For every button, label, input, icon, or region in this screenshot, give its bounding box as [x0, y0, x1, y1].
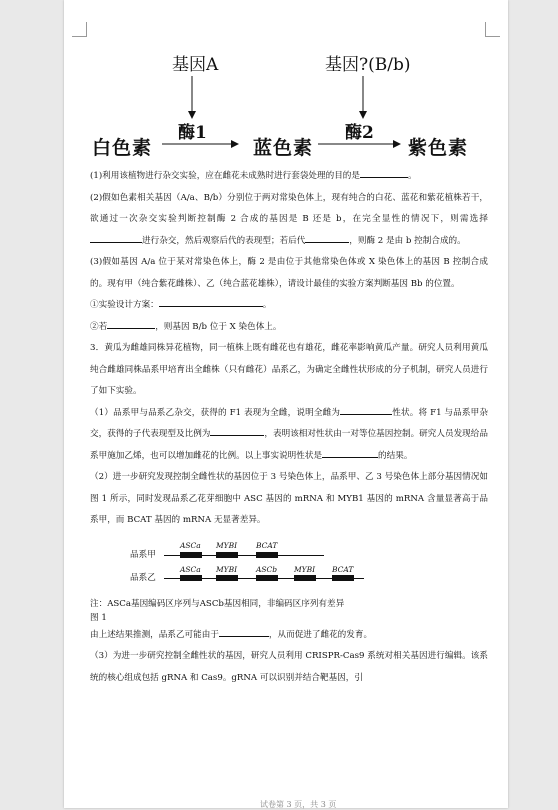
question-3-item-1	[90, 295, 488, 317]
figure-note: 注：ASCa基因编码区序列与ASCb基因相同，非编码区序列有差异	[90, 598, 345, 609]
row-label-strain-a: 品系甲	[130, 549, 156, 560]
gene-label-b3: ASCb	[256, 564, 278, 574]
q3-item1-label: ①实验设计方案：	[90, 300, 159, 310]
pigment-white-label: 白色素	[92, 137, 153, 159]
problem-3-part-2: （2）进一步研究发现控制全雌性状的基因位于 3 号染色体上，品系甲、乙 3 号染色体上部分基因情况如图 1 所示，同时发现品系乙花芽细胞中 ASC 基因的 mRNA 和 MYB1 基因的 mRNA 含量显著高于品系甲，而 BCAT 基因的 mRNA 无显著差异。	[90, 472, 488, 525]
question-2	[90, 188, 488, 253]
enzyme-2-label: 酶2	[345, 123, 374, 143]
answer-blank[interactable]	[340, 404, 392, 415]
q3-item2-text: ，则基因 B/b 位于 X 染色体上。	[155, 321, 282, 332]
question-3: (3)假如基因 A/a 位于某对常染色体上，酶 2 是由位于其他常染色体或 X 染色体上的基因 B 控制合成的。现有甲（纯合紫花雌株）、乙（纯合蓝花雄株），请设计最佳的实验方案判断基因 Bb 的位置。	[90, 257, 488, 289]
answer-blank[interactable]	[159, 296, 263, 307]
gene-label-a1: ASCa	[180, 540, 201, 550]
gene-box-a1	[180, 552, 202, 558]
pigment-purple-label: 紫色素	[408, 137, 469, 159]
gene-box-b2	[216, 575, 238, 581]
page-footer: 试卷第 3 页，共 3 页	[260, 800, 337, 809]
gene-box-a3	[256, 552, 278, 558]
q1-text: (1)利用该植物进行杂交实验，应在雌花未成熟时进行套袋处理的目的是	[90, 171, 360, 181]
q1-end: 。	[408, 171, 417, 181]
question-1	[90, 166, 488, 188]
answer-blank[interactable]	[107, 318, 155, 329]
q2-text-end: ，则酶 2 是由 b 控制合成的。	[349, 235, 466, 246]
q2-text-mid: 进行杂交，然后观察后代的表现型；若后代	[142, 235, 306, 246]
p3-s3-text: 由上述结果推测，品系乙可能由于	[90, 629, 219, 640]
gene-figure-1	[90, 535, 488, 597]
enzyme-1-label: 酶1	[178, 123, 207, 143]
answer-blank[interactable]	[360, 167, 408, 178]
gene-b-label: 基因?(B/b)	[325, 55, 411, 75]
question-body	[90, 166, 488, 689]
gene-box-b3	[256, 575, 278, 581]
gene-label-b5: BCAT	[332, 564, 354, 574]
gene-label-b1: ASCa	[180, 564, 201, 574]
answer-blank[interactable]	[322, 447, 378, 458]
gene-box-a2	[216, 552, 238, 558]
p3-s1-text-3: ，表明该相对性状由一对等位基因控制。研究人员发现给品系甲施加乙烯，也可以增加雌花的比例。以上事实说明性状是	[90, 429, 488, 461]
problem-3-part-1	[90, 403, 488, 468]
problem-3-intro: 3．黄瓜为雌雄同株异花植物，同一植株上既有雌花也有雄花，雌花率影响黄瓜产量。研究人员利用黄瓜纯合雌雄同株品系甲培育出全雌株（只有雌花）品系乙，为确定全雌性状形成的分子机制，研究人员进行了如下实验。	[90, 343, 488, 396]
gene-box-b4	[294, 575, 316, 581]
p3-s3-text-end: ，从而促进了雌花的发育。	[268, 629, 373, 640]
answer-blank[interactable]	[219, 626, 269, 637]
q3-item2-label: ②若	[90, 321, 108, 332]
gene-a-label: 基因A	[172, 55, 219, 75]
gene-box-b5	[332, 575, 354, 581]
answer-blank[interactable]	[90, 232, 142, 243]
pigment-pathway-diagram	[0, 0, 558, 170]
gene-label-b2: MYBI	[216, 564, 238, 574]
p3-s1-text-2: 性状。将 F1 与品系甲杂交，获得的子代表现型及比例为	[90, 407, 488, 439]
question-3-item-2	[90, 317, 488, 339]
p3-s1-text: （1）品系甲与品系乙杂交，获得的 F1 表现为全雌，说明全雌为	[90, 407, 341, 418]
q3-item1-end: 。	[262, 300, 272, 310]
answer-blank[interactable]	[305, 232, 349, 243]
q2-text: (2)假如色素相关基因（A/a、B/b）分别位于两对常染色体上，现有纯合的白花、蓝花和紫花植株若干，欲通过一次杂交实验判断控制酶 2 合成的基因是 B 还是 b，在完全显性的情况下，则需选择	[90, 192, 488, 224]
gene-label-a3: BCAT	[256, 540, 278, 550]
problem-3-part-3: （3）为进一步研究控制全雌性状的基因，研究人员利用 CRISPR-Cas9 系统对相关基因进行编辑。该系统的核心组成包括 gRNA 和 Cas9。gRNA 可以识别并结合靶基因，引	[90, 651, 488, 683]
row-label-strain-b: 品系乙	[130, 572, 156, 583]
answer-blank[interactable]	[210, 425, 264, 436]
figure-caption: 图 1	[90, 612, 107, 623]
gene-box-b1	[180, 575, 202, 581]
pigment-blue-label: 蓝色素	[253, 137, 314, 159]
gene-label-b4: MYBI	[294, 564, 316, 574]
problem-3-inference	[90, 625, 488, 647]
p3-s1-text-4: 的结果。	[378, 450, 413, 461]
gene-label-a2: MYBI	[216, 540, 238, 550]
